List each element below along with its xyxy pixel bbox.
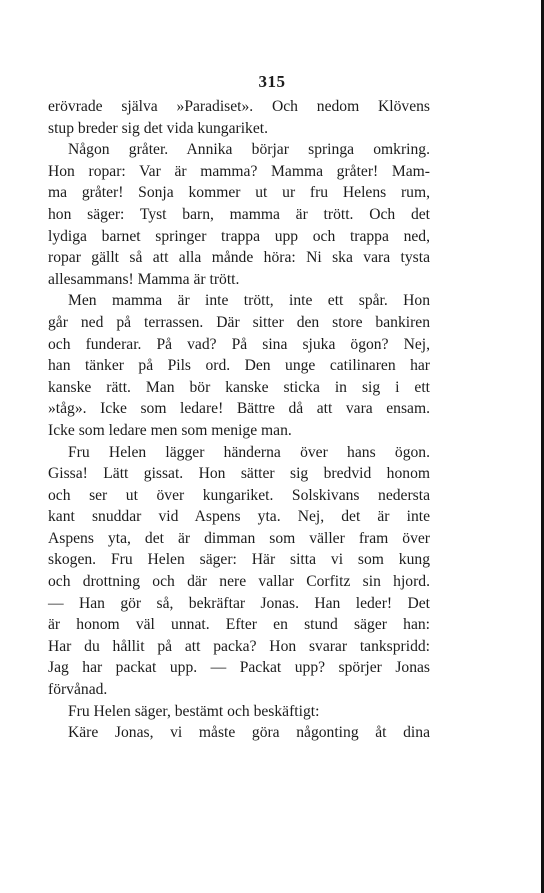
text-line: skogen. Fru Helen säger: Här sitta vi som kung — [48, 551, 430, 569]
text-line: och drottning och där nere vallar Corfitz sin hjord. — [48, 573, 430, 591]
text-line: stup breder sig det vida kungariket. — [48, 119, 268, 137]
text-line: Käre Jonas, vi måste göra någonting åt dina — [68, 724, 430, 742]
text-line: Fru Helen säger, bestämt och beskäftigt: — [68, 702, 320, 720]
text-line: förvånad. — [48, 681, 108, 699]
text-line: kanske rätt. Man bör kanske sticka in sig i ett — [48, 378, 430, 396]
text-line: erövrade själva »Paradiset». Och nedom Klövens — [48, 98, 430, 115]
text-line: Icke som ledare men som menige man. — [48, 421, 292, 439]
text-line: är honom väl unnat. Efter en stund säger han: — [48, 616, 430, 634]
text-line: Har du hållit på att packa? Hon svarar tankspridd: — [48, 637, 430, 655]
text-line: lydiga barnet springer trappa upp och trappa ned, — [48, 227, 430, 245]
text-line: allesammans! Mamma är trött. — [48, 270, 240, 288]
text-line: går ned på terrassen. Där sitter den store bankiren — [48, 313, 430, 331]
text-line: ma gråter! Sonja kommer ut ur fru Helens rum, — [48, 184, 430, 202]
text-line: Någon gråter. Annika börjar springa omkring. — [68, 141, 430, 159]
text-line: han tänker på Pils ord. Den unge catilinaren har — [48, 357, 430, 375]
text-line: och funderar. På vad? På sina sjuka ögon? Nej, — [48, 335, 430, 353]
text-line: hon säger: Tyst barn, mamma är trött. Och det — [48, 205, 430, 223]
text-line: ropar gällt så att alla månde höra: Ni ska vara tysta — [48, 249, 430, 267]
text-line: kant snuddar vid Aspens yta. Nej, det är inte — [48, 508, 430, 526]
text-line: — Han gör så, bekräftar Jonas. Han leder! Det — [48, 594, 430, 612]
text-line: »tåg». Icke som ledare! Bättre då att vara ensam. — [48, 400, 430, 418]
text-line: Aspens yta, det är dimman som väller fram över — [48, 529, 430, 547]
text-line: Hon ropar: Var är mamma? Mamma gråter! Mam- — [48, 162, 430, 180]
text-line: och ser ut över kungariket. Solskivans nedersta — [48, 486, 430, 504]
body-text — [48, 96, 430, 744]
text-line: Gissa! Lätt gissat. Hon sätter sig bredvid honom — [48, 465, 430, 483]
text-line: Fru Helen lägger händerna över hans ögon. — [68, 443, 430, 461]
text-line: Jag har packat upp. — Packat upp? spörjer Jonas — [48, 659, 430, 677]
text-line: Men mamma är inte trött, inte ett spår. Hon — [68, 292, 430, 310]
page-number: 315 — [258, 72, 286, 91]
